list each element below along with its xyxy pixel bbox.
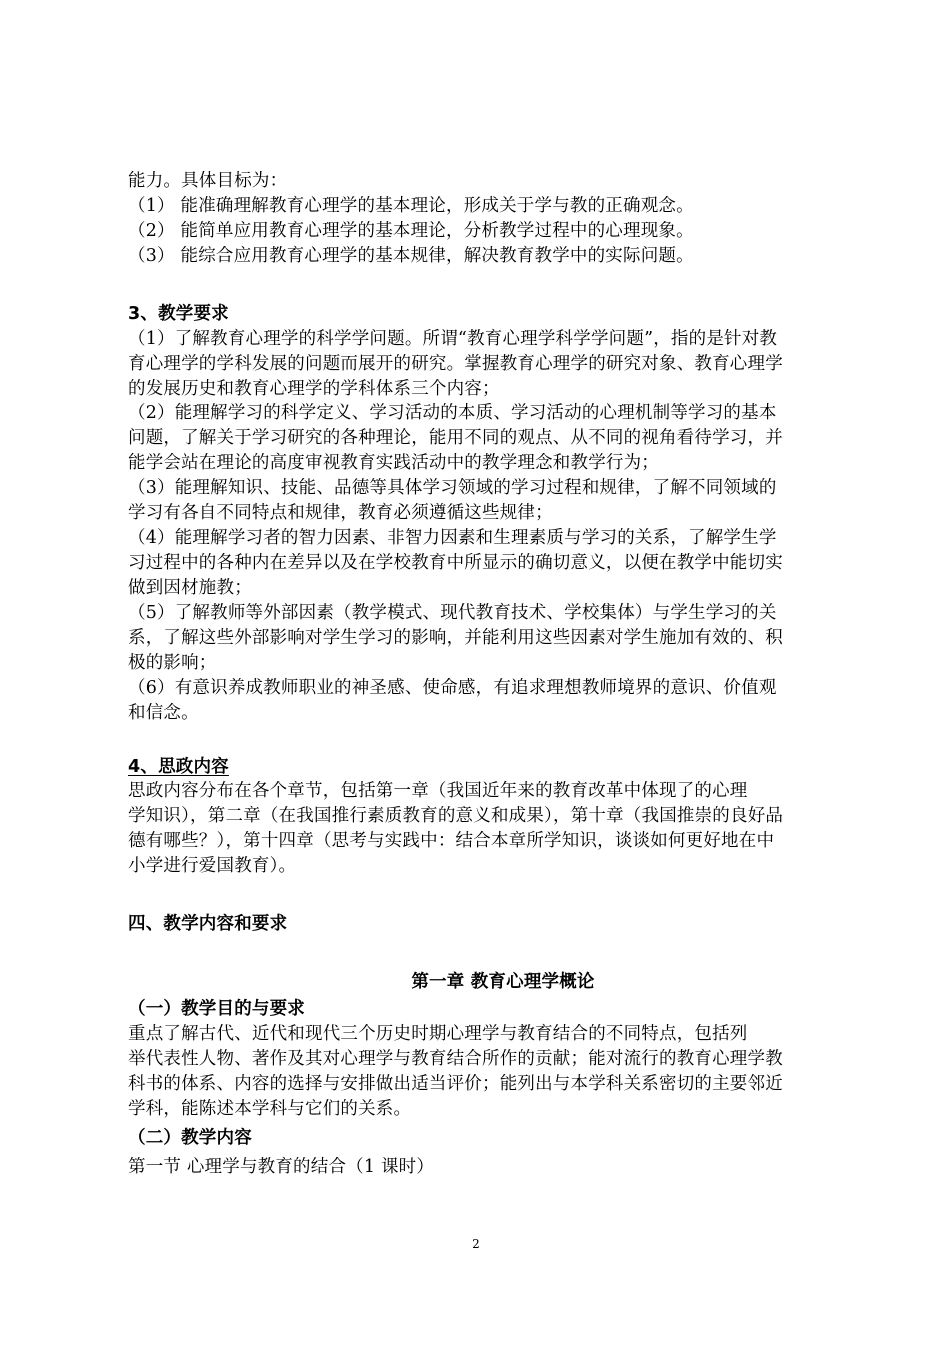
goal-item-3: （3） 能综合应用教育心理学的基本规律，解决教育教学中的实际问题。 (128, 246, 694, 266)
requirements-line: （3）能理解知识、技能、品德等具体学习领域的学习过程和规律，了解不同领域的 (128, 478, 777, 498)
chapter-one-goals-line: 举代表性人物、著作及其对心理学与教育结合所作的贡献；能对流行的教育心理学教 (128, 1049, 783, 1069)
chapter-one-goals-line: 重点了解古代、近代和现代三个历史时期心理学与教育结合的不同特点，包括列 (128, 1024, 748, 1044)
requirements-line: （1）了解教育心理学的科学学问题。所谓“教育心理学科学学问题”，指的是针对教 (128, 329, 778, 349)
chapter-one-content-heading: （二）教学内容 (128, 1128, 252, 1148)
requirements-line: （2）能理解学习的科学定义、学习活动的本质、学习活动的心理机制等学习的基本 (128, 403, 777, 423)
ideology-line: 思政内容分布在各个章节，包括第一章（我国近年来的教育改革中体现了的心理 (128, 781, 748, 801)
chapter-one-section-one: 第一节 心理学与教育的结合（1 课时） (128, 1157, 435, 1177)
ideology-line: 学知识），第二章（在我国推行素质教育的意义和成果），第十章（我国推崇的良好品 (128, 806, 784, 826)
goal-item-2: （2） 能简单应用教育心理学的基本理论，分析教学过程中的心理现象。 (128, 221, 694, 241)
ideology-line: 小学进行爱国教育）。 (128, 856, 297, 876)
chapter-one-goals-line: 科书的体系、内容的选择与安排做出适当评价；能列出与本学科关系密切的主要邻近 (128, 1074, 783, 1094)
ideology-heading: 4、思政内容 (128, 757, 229, 777)
requirements-line: （4）能理解学习者的智力因素、非智力因素和生理素质与学习的关系，了解学生学 (128, 528, 777, 548)
requirements-line: 的发展历史和教育心理学的学科体系三个内容； (128, 379, 500, 399)
ideology-line: 德有哪些？），第十四章（思考与实践中：结合本章所学知识，谈谈如何更好地在中 (128, 831, 775, 851)
chapter-one-goals-heading: （一）教学目的与要求 (128, 999, 305, 1019)
requirements-line: （5）了解教师等外部因素（教学模式、现代教育技术、学校集体）与学生学习的关 (128, 603, 777, 623)
chapter-one-title: 第一章 教育心理学概论 (411, 972, 595, 992)
requirements-line: 极的影响； (128, 653, 217, 673)
requirements-line: 问题，了解关于学习研究的各种理论，能用不同的观点、从不同的视角看待学习，并 (128, 428, 783, 448)
requirements-heading: 3、教学要求 (128, 304, 229, 324)
goal-item-1: （1） 能准确理解教育心理学的基本理论，形成关于学与教的正确观念。 (128, 196, 694, 216)
requirements-line: 和信念。 (128, 703, 199, 723)
requirements-line: （6）有意识养成教师职业的神圣感、使命感，有追求理想教师境界的意识、价值观 (128, 678, 777, 698)
requirements-line: 做到因材施教； (128, 578, 252, 598)
chapter-one-goals-line: 学科，能陈述本学科与它们的关系。 (128, 1099, 412, 1119)
requirements-line: 习过程中的各种内在差异以及在学校教育中所显示的确切意义，以便在教学中能切实 (128, 553, 783, 573)
requirements-line: 能学会站在理论的高度审视教育实践活动中的教学理念和教学行为； (128, 453, 659, 473)
requirements-line: 学习有各自不同特点和规律，教育必须遵循这些规律； (128, 503, 553, 523)
section-four-heading: 四、教学内容和要求 (128, 914, 288, 934)
requirements-line: 育心理学的学科发展的问题而展开的研究。掌握教育心理学的研究对象、教育心理学 (128, 354, 783, 374)
goals-intro: 能力。具体目标为： (128, 171, 288, 191)
page-number: 2 (472, 1237, 480, 1251)
requirements-line: 系，了解这些外部影响对学生学习的影响，并能利用这些因素对学生施加有效的、积 (128, 628, 783, 648)
